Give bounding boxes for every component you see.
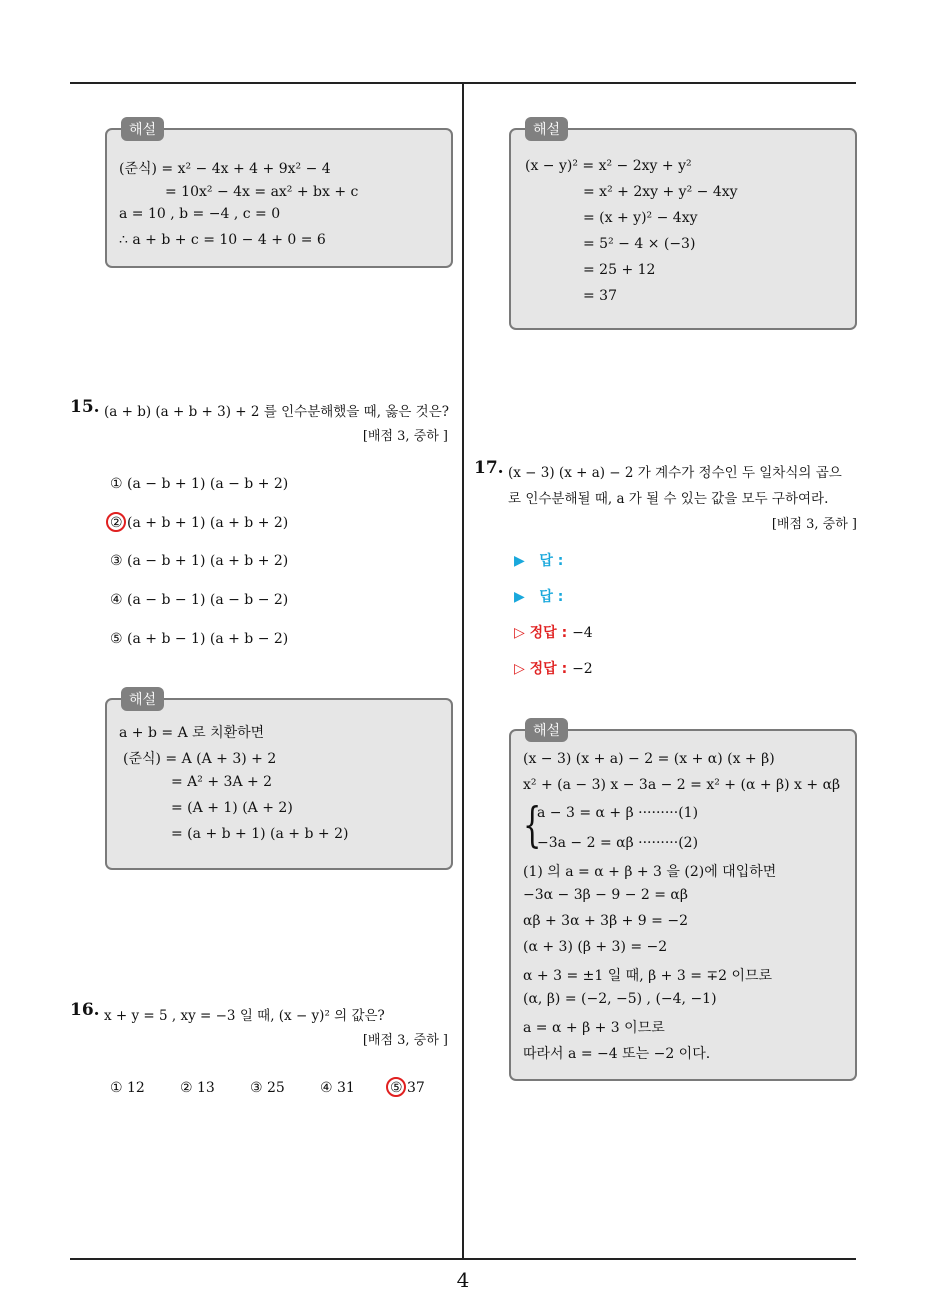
answer-mark-circle xyxy=(386,1077,406,1097)
explanation-line: = (a + b + 1) (a + b + 2) xyxy=(171,826,349,842)
explanation-line: ∴ a + b + c = 10 − 4 + 0 = 6 xyxy=(119,232,326,248)
explanation-line: −3a − 2 = αβ ·········(2) xyxy=(537,835,699,851)
answer-row-2 xyxy=(514,586,563,606)
explanation-line: = 37 xyxy=(583,288,617,304)
explanation-box-14 xyxy=(105,122,453,268)
option-15-3[interactable]: ③ (a − b + 1) (a + b + 2) xyxy=(110,553,289,569)
page-number: 4 xyxy=(456,1268,470,1292)
explanation-line: = (x + y)² − 4xy xyxy=(583,210,698,226)
option-15-1[interactable]: ① (a − b + 1) (a − b + 2) xyxy=(110,476,289,492)
question-number-17: 17. xyxy=(474,458,504,478)
explanation-line: (준식) = x² − 4x + 4 + 9x² − 4 xyxy=(119,161,331,177)
explanation-line: a + b = A 로 치환하면 xyxy=(119,725,265,741)
option-16-3[interactable]: ③ 25 xyxy=(250,1080,285,1096)
question-points-17: [배점 3, 중하 ] xyxy=(771,517,857,532)
answer-label: 답 : xyxy=(539,589,564,605)
explanation-line: (1) 의 a = α + β + 3 을 (2)에 대입하면 xyxy=(523,864,777,880)
explanation-line: = 5² − 4 × (−3) xyxy=(583,236,696,252)
outline-arrow-icon: ▷ xyxy=(514,625,525,641)
explanation-box-16 xyxy=(509,122,857,330)
question-text-17: (x − 3) (x + a) − 2 가 계수가 정수인 두 일차식의 곱으 xyxy=(508,465,842,481)
explanation-line: αβ + 3α + 3β + 9 = −2 xyxy=(523,913,688,929)
option-15-4[interactable]: ④ (a − b − 1) (a − b − 2) xyxy=(110,592,289,608)
option-16-1[interactable]: ① 12 xyxy=(110,1080,145,1096)
explanation-line: a = 10 , b = −4 , c = 0 xyxy=(119,206,281,222)
explanation-line: (α + 3) (β + 3) = −2 xyxy=(523,939,668,955)
correct-label: 정답 : xyxy=(529,625,568,641)
explanation-line: (x − 3) (x + a) − 2 = (x + α) (x + β) xyxy=(523,751,775,767)
explanation-box-17 xyxy=(509,723,857,1081)
correct-answer-row-1 xyxy=(514,622,593,642)
option-15-2[interactable]: ② (a + b + 1) (a + b + 2) xyxy=(110,515,289,531)
explanation-line: a = α + β + 3 이므로 xyxy=(523,1020,665,1036)
explanation-line: α + 3 = ±1 일 때, β + 3 = ∓2 이므로 xyxy=(523,968,773,984)
question-text-16: x + y = 5 , xy = −3 일 때, (x − y)² 의 값은? xyxy=(104,1008,385,1024)
explanation-line: (준식) = A (A + 3) + 2 xyxy=(123,751,277,767)
explanation-tag: 해설 xyxy=(121,117,164,141)
explanation-line: a − 3 = α + β ·········(1) xyxy=(537,805,699,821)
question-points-16: [배점 3, 중하 ] xyxy=(362,1033,448,1048)
correct-value: −4 xyxy=(572,625,593,641)
explanation-line: x² + (a − 3) x − 3a − 2 = x² + (α + β) x + αβ xyxy=(523,777,841,793)
correct-answer-row-2 xyxy=(514,658,593,678)
play-arrow-icon: ▶ xyxy=(514,589,525,605)
explanation-line: = x² + 2xy + y² − 4xy xyxy=(583,184,738,200)
correct-label: 정답 : xyxy=(529,661,568,677)
answer-row-1 xyxy=(514,550,563,570)
system-brace: { xyxy=(523,797,542,853)
answer-label: 답 : xyxy=(539,553,564,569)
outline-arrow-icon: ▷ xyxy=(514,661,525,677)
explanation-line: (x − y)² = x² − 2xy + y² xyxy=(525,158,692,174)
option-16-5[interactable]: ⑤ 37 xyxy=(390,1080,425,1096)
explanation-box-15 xyxy=(105,692,453,870)
option-16-4[interactable]: ④ 31 xyxy=(320,1080,355,1096)
explanation-line: = 10x² − 4x = ax² + bx + c xyxy=(165,184,359,200)
option-15-5[interactable]: ⑤ (a + b − 1) (a + b − 2) xyxy=(110,631,289,647)
answer-mark-circle xyxy=(106,512,126,532)
question-points-15: [배점 3, 중하 ] xyxy=(362,429,448,444)
question-number-15: 15. xyxy=(70,397,100,417)
play-arrow-icon: ▶ xyxy=(514,553,525,569)
question-number-16: 16. xyxy=(70,1000,100,1020)
explanation-tag: 해설 xyxy=(121,687,164,711)
bottom-rule xyxy=(70,1258,856,1260)
explanation-line: = (A + 1) (A + 2) xyxy=(171,800,293,816)
option-16-2[interactable]: ② 13 xyxy=(180,1080,215,1096)
explanation-line: 따라서 a = −4 또는 −2 이다. xyxy=(523,1046,711,1062)
question-text-17-cont: 로 인수분해될 때, a 가 될 수 있는 값을 모두 구하여라. xyxy=(508,491,829,507)
explanation-line: = A² + 3A + 2 xyxy=(171,774,273,790)
column-divider xyxy=(462,82,464,1259)
explanation-line: = 25 + 12 xyxy=(583,262,656,278)
explanation-line: (α, β) = (−2, −5) , (−4, −1) xyxy=(523,991,717,1007)
explanation-line: −3α − 3β − 9 − 2 = αβ xyxy=(523,887,688,903)
question-text-15: (a + b) (a + b + 3) + 2 를 인수분해했을 때, 옳은 것은? xyxy=(104,404,449,420)
correct-value: −2 xyxy=(572,661,593,677)
explanation-tag: 해설 xyxy=(525,117,568,141)
explanation-tag: 해설 xyxy=(525,718,568,742)
